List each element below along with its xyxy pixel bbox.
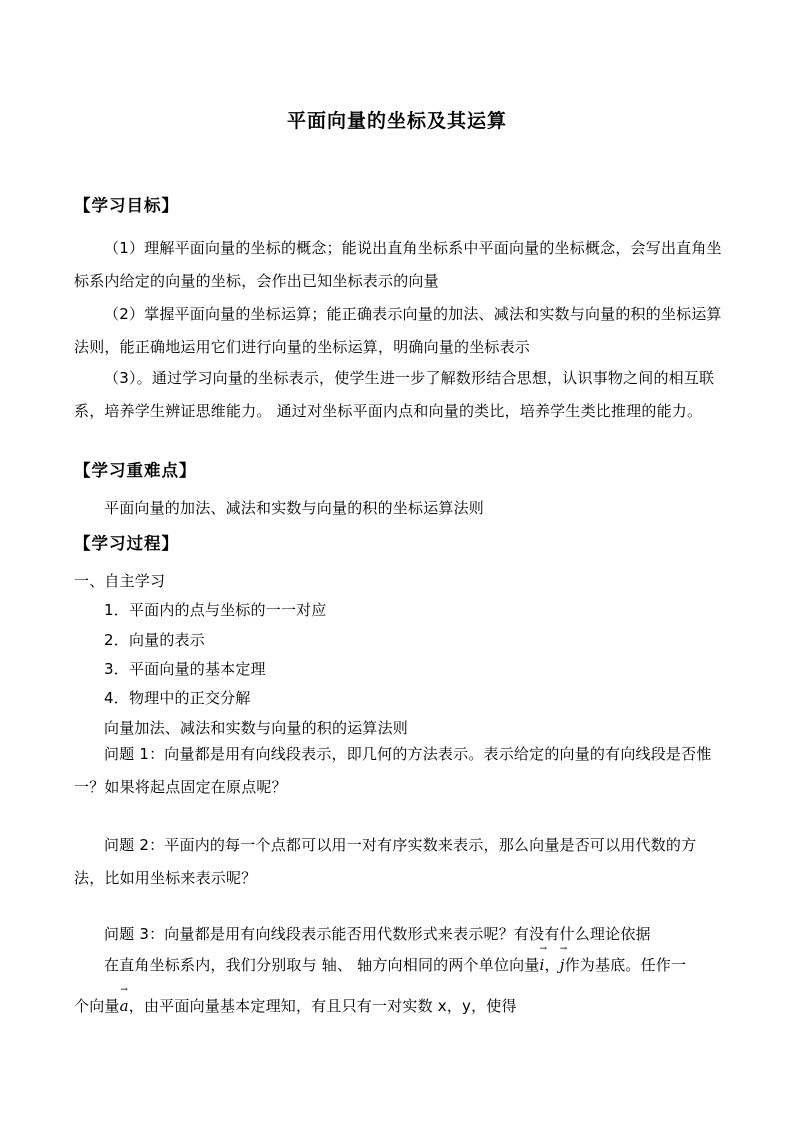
process-heading: 【学习过程】 — [74, 534, 179, 553]
question-3: 问题 3：向量都是用有向线段表示能否用代数形式来表示呢？有没有什么理论依据 — [104, 925, 651, 943]
basis-line-2: 个向量 → a，由平面向量基本定理知，有且只有一对实数 x，y，使得 — [74, 985, 517, 1015]
list-item: 4．物理中的正交分解 — [104, 689, 251, 707]
question-2: 问题 2：平面内的每一个点都可以用一对有序实数来表示，那么向量是否可以用代数的方法，比如用坐标来表示呢？ — [74, 836, 697, 887]
page-title: 平面向量的坐标及其运算 — [286, 110, 507, 132]
list-item: 2．向量的表示 — [104, 631, 205, 649]
vector-j: → j — [559, 944, 568, 974]
list-item: 1．平面内的点与坐标的一一对应 — [104, 601, 327, 619]
self-study-heading: 一、自主学习 — [74, 572, 166, 590]
operation-rules-subheading: 向量加法、减法和实数与向量的积的运算法则 — [104, 719, 409, 737]
keypoints-text: 平面向量的加法、减法和实数与向量的积的坐标运算法则 — [104, 499, 485, 517]
keypoints-heading: 【学习重难点】 — [74, 461, 197, 480]
basis-line-1: 在直角坐标系内，我们分别取与 轴、 轴方向相同的两个单位向量 → i， → j作为基底。任作一 — [104, 944, 687, 974]
goals-heading: 【学习目标】 — [74, 196, 179, 215]
vector-a: → a — [119, 985, 129, 1015]
question-1: 问题 1：向量都是用有向线段表示，即几何的方法表示。表示给定的向量的有向线段是否惟一？如果将起点固定在原点呢？ — [74, 745, 712, 796]
vector-i: → i — [539, 944, 548, 974]
list-item: 3．平面向量的基本定理 — [104, 660, 266, 678]
goal-item-1: （1）理解平面向量的坐标的概念；能说出直角坐标系中平面向量的坐标概念，会写出直角坐标系内给定的向量的坐标，会作出已知坐标表示的向量 — [74, 239, 722, 290]
goal-item-3: （3）。通过学习向量的坐标表示，使学生进一步了解数形结合思想，认识事物之间的相互联系，培养学生辨证思维能力。 通过对坐标平面内点和向量的类比，培养学生类比推理的能力。 — [74, 369, 715, 420]
goal-item-2: （2）掌握平面向量的坐标运算；能正确表示向量的加法、减法和实数与向量的积的坐标运算法则，能正确地运用它们进行向量的坐标运算，明确向量的坐标表示 — [74, 305, 722, 356]
